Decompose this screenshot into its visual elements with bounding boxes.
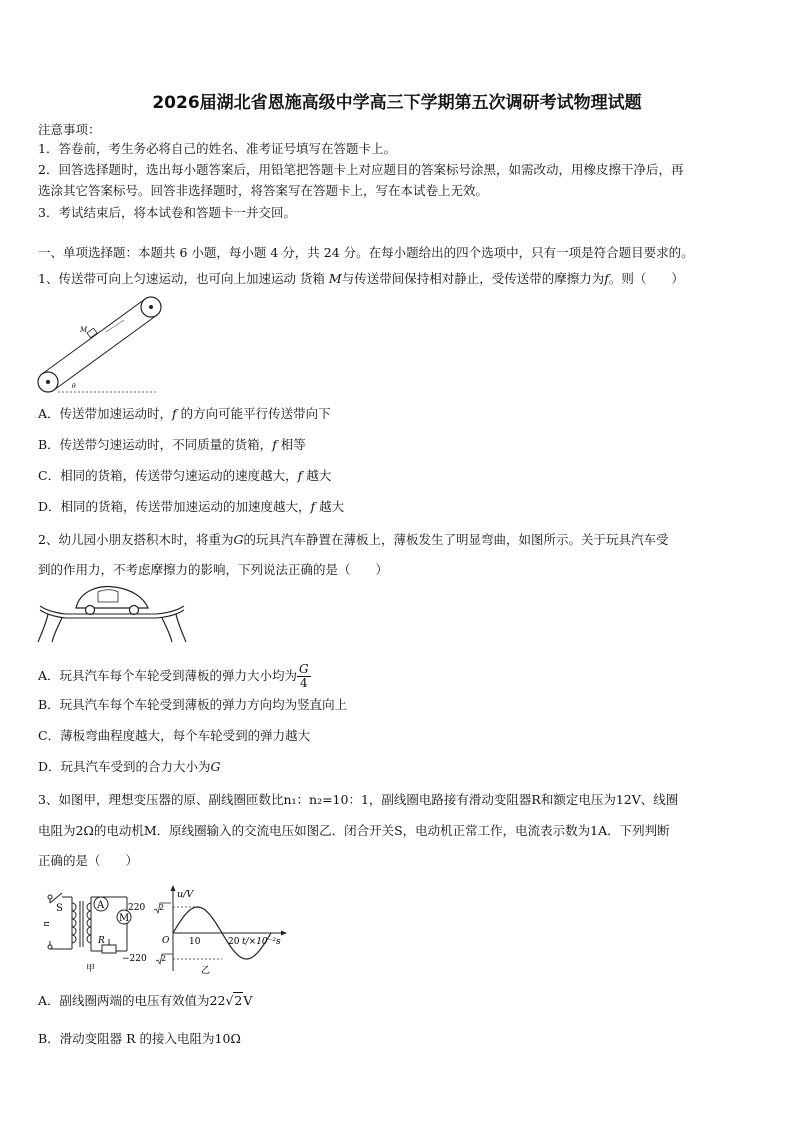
fraction: $\frac{G}{4}$ — [299, 662, 309, 690]
question-3-stem-cont: 正确的是（ ） — [38, 853, 139, 868]
svg-text:O: O — [162, 936, 170, 946]
conveyor-belt-figure — [36, 292, 162, 396]
svg-text:R: R — [98, 936, 105, 946]
primary-coil-icon — [72, 903, 76, 943]
option-a[interactable]: A．传送带加速运动时，f 的方向可能平行传送带向下 — [38, 406, 331, 421]
svg-text:u/V: u/V — [177, 889, 194, 900]
option-d[interactable]: D．玩具汽车受到的合力大小为G — [38, 759, 221, 774]
notice-item: 3．考试结束后，将本试卷和答题卡一并交回。 — [38, 205, 296, 220]
cargo-box-icon — [87, 328, 97, 338]
question-1-stem: 1、传送带可向上匀速运动，也可向上加速运动 货箱 M与传送带间保持相对静止，受传送带的摩擦力为f。则（ ） — [38, 271, 684, 286]
voltage-waveform-figure — [122, 883, 292, 979]
svg-text:2: 2 — [161, 954, 167, 963]
option-b[interactable]: B．传送带匀速运动时，不同质量的货箱，f 相等 — [38, 437, 306, 452]
notice-item: 选涂其它答案标号。回答非选择题时，将答案写在答题卡上，写在本试卷上无效。 — [38, 183, 489, 198]
svg-text:10: 10 — [189, 937, 201, 947]
svg-text:20: 20 — [228, 937, 240, 947]
svg-text:−220: −220 — [122, 954, 147, 964]
wheel-icon — [130, 606, 139, 615]
svg-text:乙: 乙 — [201, 966, 211, 976]
question-2-stem-cont: 到的作用力，不考虑摩擦力的影响，下列说法正确的是（ ） — [38, 562, 389, 577]
section-heading: 一、单项选择题：本题共 6 小题，每小题 4 分，共 24 分。在每小题给出的四个选项中，只有一项是符合题目要求的。 — [38, 245, 694, 260]
option-a[interactable]: A．玩具汽车每个车轮受到薄板的弹力大小均为 $\frac{G}{4}$ — [38, 662, 309, 690]
option-c[interactable]: C．相同的货箱，传送带匀速运动的速度越大，f 越大 — [38, 468, 332, 483]
rheostat-icon — [102, 945, 116, 953]
svg-text:甲: 甲 — [86, 964, 96, 974]
toy-car-figure — [36, 580, 188, 648]
secondary-coil-icon — [87, 903, 91, 943]
option-b[interactable]: B．玩具汽车每个车轮受到薄板的弹力方向均为竖直向上 — [38, 697, 348, 712]
option-c[interactable]: C．薄板弯曲程度越大，每个车轮受到的弹力越大 — [38, 728, 311, 743]
notice-heading: 注意事项： — [38, 122, 101, 137]
svg-text:220: 220 — [128, 903, 146, 913]
svg-text:t/×10⁻²s: t/×10⁻²s — [242, 937, 281, 947]
question-2-stem: 2、幼儿园小朋友搭积木时，将重为G的玩具汽车静置在薄板上，薄板发生了明显弯曲，如图所示。关于玩具汽车受 — [38, 532, 669, 547]
option-a[interactable]: A．副线圈两端的电压有效值为22√2V — [38, 993, 253, 1008]
svg-text:M: M — [119, 913, 130, 924]
svg-text:M: M — [80, 326, 88, 334]
sqrt-symbol: √2 — [225, 993, 243, 1008]
svg-text:S: S — [56, 903, 63, 914]
question-3-stem-cont: 电阻为2Ω的电动机M．原线圈输入的交流电压如图乙．闭合开关S，电动机正常工作，电流表示数为1A．下列判断 — [38, 823, 670, 838]
page-title: 2026届湖北省恩施高级中学高三下学期第五次调研考试物理试题 — [152, 93, 642, 113]
svg-text:θ: θ — [72, 383, 76, 390]
option-b[interactable]: B．滑动变阻器 R 的接入电阻为10Ω — [38, 1031, 241, 1046]
svg-text:A: A — [97, 900, 105, 911]
question-3-stem: 3、如图甲，理想变压器的原、副线圈匝数比n₁：n₂=10：1，副线圈电路接有滑动变阻器R和额定电压为12V、线圈 — [38, 792, 679, 807]
wheel-icon — [86, 606, 95, 615]
notice-item: 1．答卷前，考生务必将自己的姓名、准考证号填写在答题卡上。 — [38, 141, 396, 156]
notice-item: 2．回答选择题时，选出每小题答案后，用铅笔把答题卡上对应题目的答案标号涂黑，如需改动，用橡皮擦干净后，再 — [38, 162, 684, 177]
svg-text:2: 2 — [159, 903, 165, 912]
svg-text:u: u — [41, 921, 51, 927]
option-d[interactable]: D．相同的货箱，传送带加速运动的加速度越大，f 越大 — [38, 499, 345, 514]
